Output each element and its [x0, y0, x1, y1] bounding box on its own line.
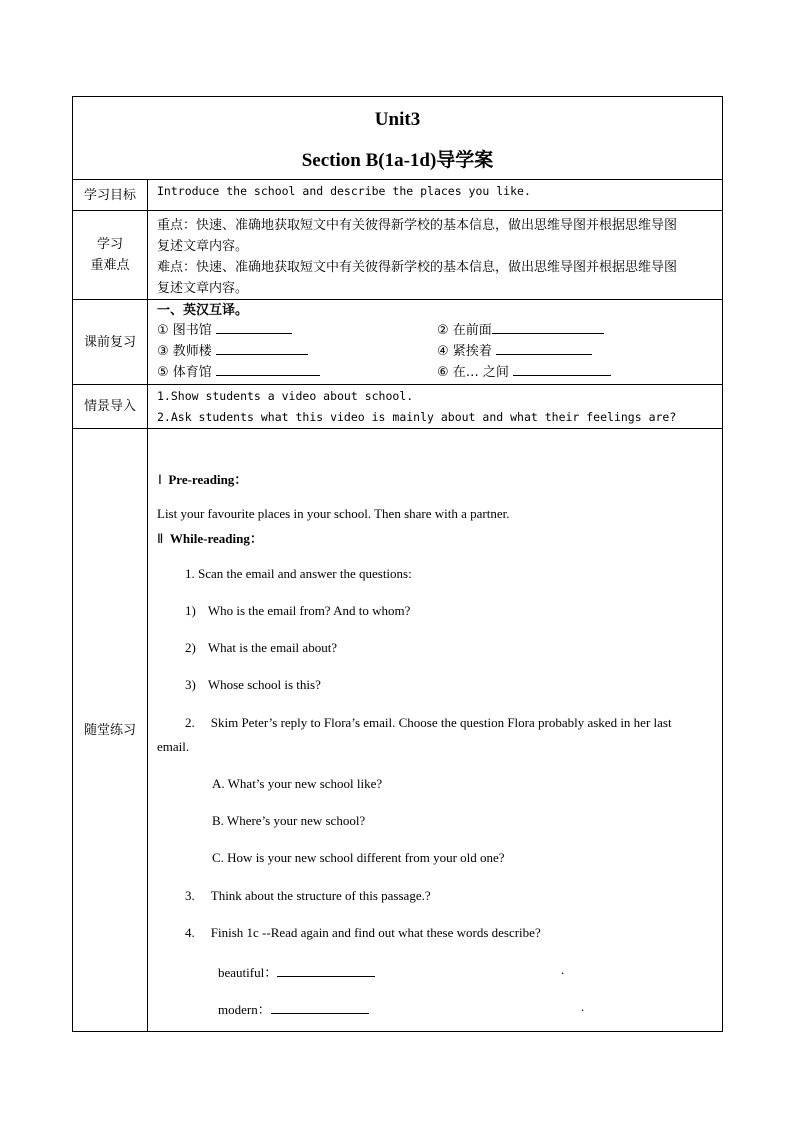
step-3: 3. Think about the structure of this passage.? — [185, 888, 431, 903]
focus-line2: 复述文章内容。 — [157, 239, 249, 254]
pre-reading-task: List your favourite places in your school. Then share with a partner. — [157, 506, 510, 521]
review-heading: 一、英汉互译。 — [157, 303, 249, 318]
intro-line2: 2.Ask students what this video is mainly about and what their feelings are? — [157, 410, 677, 424]
review-label: 课前复习 — [73, 300, 148, 385]
review-item: ④ 紧挨着 — [437, 341, 717, 362]
answer-blank[interactable] — [216, 341, 308, 355]
step-2-continued: email. — [157, 739, 190, 754]
review-content — [148, 300, 723, 385]
answer-blank[interactable] — [513, 362, 611, 376]
option-c: C. How is your new school different from your old one? — [212, 850, 505, 865]
practice-content — [148, 429, 723, 1032]
option-b: B. Where’s your new school? — [212, 813, 366, 828]
review-item: ① 图书馆 — [157, 320, 437, 341]
unit-title: Unit3 — [374, 109, 421, 130]
section-title: Section B(1a-1d)导学案 — [301, 150, 494, 171]
question-2: 2) What is the email about? — [185, 640, 338, 655]
word-beautiful-end: . — [561, 962, 565, 977]
intro-content — [148, 385, 723, 429]
pre-reading-heading: Ⅰ Pre-reading： — [158, 472, 248, 487]
review-item: ⑥ 在… 之间 — [437, 362, 717, 383]
question-3: 3) Whose school is this? — [185, 677, 321, 692]
review-item: ③ 教师楼 — [157, 341, 437, 362]
answer-blank[interactable] — [277, 963, 375, 977]
key-points-label — [73, 211, 148, 300]
answer-blank[interactable] — [496, 341, 592, 355]
lesson-plan-table — [72, 96, 723, 1032]
question-1: 1) Who is the email from? And to whom? — [185, 603, 411, 618]
focus-line1: 重点：快速、准确地获取短文中有关彼得新学校的基本信息，做出思维导图并根据思维导图 — [157, 218, 678, 233]
title-cell — [73, 97, 723, 180]
difficulty-line2: 复述文章内容。 — [157, 281, 249, 296]
answer-blank[interactable] — [271, 1000, 369, 1014]
key-points-label-line2: 重难点 — [90, 258, 130, 273]
step-2: 2. Skim Peter’s reply to Flora’s email. Choose the question Flora probably asked in her last — [185, 715, 672, 730]
option-a: A. What’s your new school like? — [212, 776, 383, 791]
word-beautiful: beautiful： — [218, 962, 375, 981]
review-item: ② 在前面 — [437, 320, 717, 341]
review-items — [157, 320, 714, 383]
while-reading-heading: Ⅱ While-reading： — [157, 531, 263, 546]
difficulty-line1: 难点：快速、准确地获取短文中有关彼得新学校的基本信息，做出思维导图并根据思维导图 — [157, 260, 678, 275]
key-points-label-line1: 学习 — [96, 237, 123, 252]
intro-line1: 1.Show students a video about school. — [157, 389, 414, 403]
intro-label: 情景导入 — [73, 385, 148, 429]
step-1: 1. Scan the email and answer the questions: — [185, 566, 412, 581]
step-4: 4. Finish 1c --Read again and find out what these words describe? — [185, 925, 541, 940]
answer-blank[interactable] — [492, 320, 604, 334]
word-modern-end: . — [581, 999, 585, 1014]
goal-text: Introduce the school and describe the places you like. — [148, 180, 723, 211]
answer-blank[interactable] — [216, 362, 320, 376]
word-modern: modern： — [218, 999, 369, 1018]
review-item: ⑤ 体育馆 — [157, 362, 437, 383]
answer-blank[interactable] — [216, 320, 292, 334]
practice-label: 随堂练习 — [73, 429, 148, 1032]
goal-label: 学习目标 — [73, 180, 148, 211]
key-points-text — [148, 211, 723, 300]
